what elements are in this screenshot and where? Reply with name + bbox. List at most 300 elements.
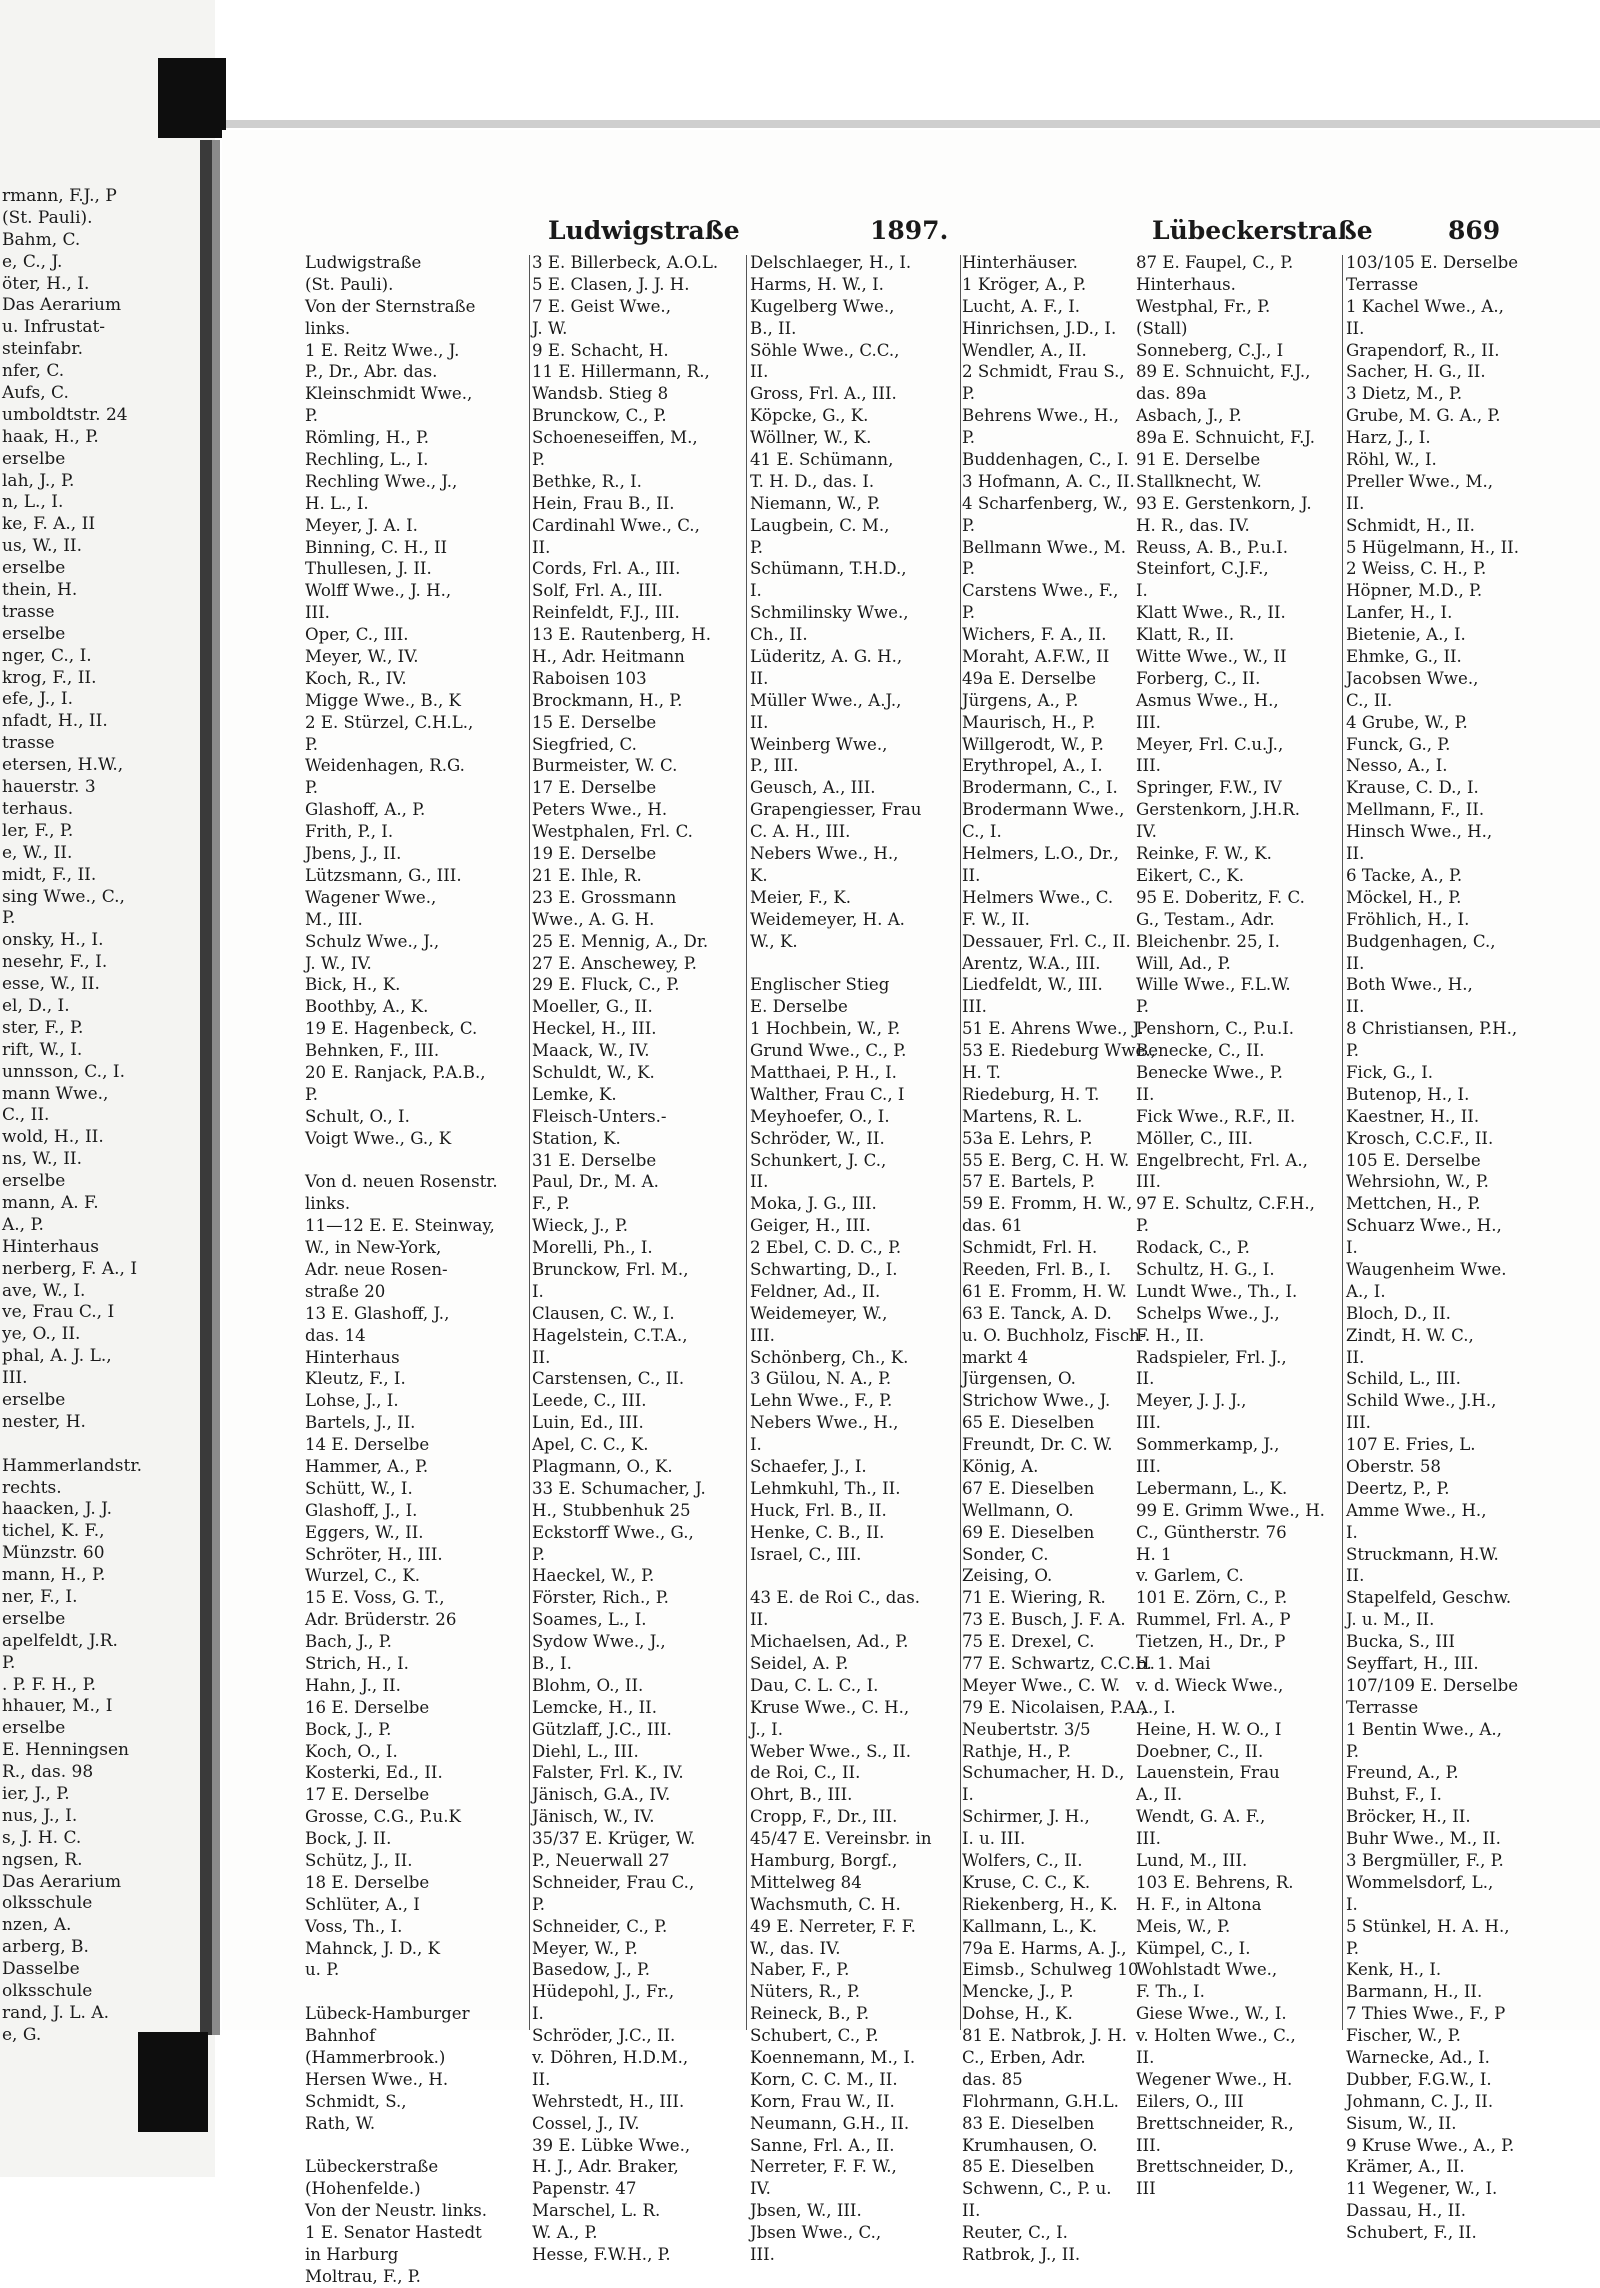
directory-entry: Jacobsen Wwe.,: [1346, 668, 1479, 688]
directory-entry: A., I.: [1136, 1697, 1176, 1717]
directory-entry: steinfabr.: [2, 339, 83, 360]
directory-entry: Ehmke, G., II.: [1346, 647, 1462, 667]
directory-entry: Moeller, G., II.: [532, 997, 653, 1017]
column-divider: [1342, 255, 1343, 2030]
directory-entry: Lanfer, H., I.: [1346, 603, 1453, 623]
directory-entry: Benecke, C., II.: [1136, 1041, 1265, 1061]
directory-entry: Schelps Wwe., J.,: [1136, 1303, 1280, 1323]
directory-entry: Jbens, J., II.: [305, 844, 402, 864]
directory-entry: Münzstr. 60: [2, 1543, 105, 1564]
directory-entry: Ohrt, B., III.: [750, 1785, 853, 1805]
directory-entry: Hinterhaus: [2, 1236, 99, 1257]
directory-entry: 4 Scharfenberg, W.,: [962, 493, 1128, 513]
directory-entry: Schröder, W., II.: [750, 1128, 885, 1148]
directory-entry: haak, H., P.: [2, 426, 99, 447]
directory-entry: Helmers Wwe., C.: [962, 887, 1114, 907]
directory-entry: v. Garlem, C.: [1136, 1566, 1244, 1586]
directory-entry: thein, H.: [2, 580, 78, 601]
directory-entry: Sisum, W., II.: [1346, 2113, 1457, 2133]
directory-entry: 71 E. Wiering, R.: [962, 1588, 1106, 1608]
directory-entry: unnsson, C., I.: [2, 1061, 126, 1082]
directory-entry: 35/37 E. Krüger, W.: [532, 1829, 696, 1849]
directory-entry: Schwarting, D., I.: [750, 1259, 898, 1279]
directory-entry: Kaestner, H., II.: [1346, 1106, 1480, 1126]
directory-entry: Lübeck-Hamburger: [305, 2004, 470, 2024]
directory-entry: Ch., II.: [750, 625, 808, 645]
directory-entry: (Stall): [1136, 318, 1188, 338]
directory-entry: ke, F. A., II: [2, 514, 96, 535]
directory-entry: Meyhoefer, O., I.: [750, 1106, 890, 1126]
directory-entry: 23 E. Grossmann: [532, 887, 677, 907]
directory-entry: Blohm, O., II.: [532, 1675, 644, 1695]
directory-entry: Eimsb., Schulweg 10: [962, 1960, 1139, 1980]
directory-entry: 11—12 E. E. Steinway,: [305, 1216, 495, 1236]
directory-entry: Hinterhaus.: [1136, 274, 1236, 294]
directory-entry: B., II.: [750, 318, 797, 338]
directory-entry: Schlüter, A., I: [305, 1894, 420, 1914]
directory-entry: Clausen, C. W., I.: [532, 1303, 675, 1323]
directory-entry: Michaelsen, Ad., P.: [750, 1632, 909, 1652]
directory-entry: P.: [750, 537, 764, 557]
directory-entry: 1 E. Senator Hastedt: [305, 2223, 482, 2243]
directory-entry: 103 E. Behrens, R.: [1136, 1872, 1294, 1892]
directory-entry: Kosterki, Ed., II.: [305, 1763, 443, 1783]
directory-entry: Zindt, H. W. C.,: [1346, 1325, 1474, 1345]
directory-entry: Wille Wwe., F.L.W.: [1136, 975, 1291, 995]
directory-entry: Freund, A., P.: [1346, 1763, 1459, 1783]
directory-entry: Will, Ad., P.: [1136, 953, 1231, 973]
directory-entry: 3 Gülou, N. A., P.: [750, 1369, 892, 1389]
directory-entry: Wwe., A. G. H.: [532, 909, 655, 929]
directory-entry: v. d. Wieck Wwe.,: [1136, 1675, 1284, 1695]
directory-entry: IV.: [1136, 822, 1157, 842]
directory-entry: nesehr, F., I.: [2, 952, 108, 973]
directory-entry: Behnken, F., III.: [305, 1041, 440, 1061]
directory-entry: Wöllner, W., K.: [750, 428, 872, 448]
directory-entry: terhaus.: [2, 798, 74, 819]
directory-entry: Seyffart, H., III.: [1346, 1654, 1479, 1673]
page-edge: [215, 120, 1600, 128]
directory-entry: rift, W., I.: [2, 1039, 83, 1060]
directory-entry: Mahnck, J. D., K: [305, 1938, 441, 1958]
directory-entry: 97 E. Schultz, C.F.H.,: [1136, 1194, 1315, 1214]
directory-entry: Kallmann, L., K.: [962, 1916, 1097, 1936]
directory-entry: II.: [962, 2201, 981, 2221]
directory-entry: Brodermann, C., I.: [962, 778, 1118, 798]
directory-entry: Ludwigstraße: [305, 253, 422, 272]
directory-entry: Flohrmann, G.H.L.: [962, 2091, 1119, 2111]
directory-entry: [305, 1981, 527, 2003]
directory-entry: Weidenhagen, R.G.: [305, 756, 465, 776]
directory-entry: rmann, F.J., P: [2, 186, 117, 206]
directory-entry: Preller Wwe., M.,: [1346, 471, 1494, 491]
directory-entry: Voigt Wwe., G., K: [305, 1128, 452, 1148]
directory-entry: Bröcker, H., II.: [1346, 1807, 1471, 1827]
directory-entry: 81 E. Natbrok, J. H.: [962, 2026, 1127, 2046]
directory-entry: Fick Wwe., R.F., II.: [1136, 1106, 1296, 1126]
directory-entry: Lützsmann, G., III.: [305, 865, 462, 885]
directory-entry: Feldner, Ad., II.: [750, 1281, 881, 1301]
directory-entry: I. u. III.: [962, 1829, 1026, 1849]
directory-entry: P.: [305, 734, 319, 754]
directory-entry: Bahm, C.: [2, 229, 81, 250]
directory-entry: II.: [532, 537, 551, 557]
directory-entry: Amme Wwe., H.,: [1346, 1500, 1487, 1520]
directory-entry: Westphalen, Frl. C.: [532, 822, 693, 842]
directory-entry: v. Döhren, H.D.M.,: [532, 2048, 689, 2068]
directory-entry: [305, 2135, 527, 2157]
directory-entry: olksschule: [2, 1893, 93, 1914]
directory-entry: krog, F., II.: [2, 667, 97, 688]
directory-entry: I.: [532, 1281, 544, 1301]
directory-entry: 25 E. Mennig, A., Dr.: [532, 931, 709, 951]
directory-entry: erselbe: [2, 1608, 66, 1629]
directory-entry: Witte Wwe., W., II: [1136, 647, 1287, 667]
directory-entry: II.: [1346, 997, 1365, 1017]
directory-entry: 4 Grube, W., P.: [1346, 712, 1468, 732]
directory-entry: Brunckow, C., P.: [532, 406, 667, 426]
book-gutter: [200, 140, 212, 2035]
directory-entry: Wurzel, C., K.: [305, 1566, 421, 1586]
directory-entry: rand, J. L. A.: [2, 2002, 109, 2023]
directory-entry: III.: [750, 2245, 775, 2265]
directory-entry: 103/105 E. Derselbe: [1346, 253, 1519, 272]
scanner-clip-bottom: [138, 2032, 208, 2132]
directory-entry: P., Dr., Abr. das.: [305, 362, 438, 382]
directory-entry: P.: [1346, 1041, 1360, 1061]
directory-entry: 73 E. Busch, J. F. A.: [962, 1610, 1126, 1630]
directory-entry: Grund Wwe., C., P.: [750, 1041, 907, 1061]
directory-entry: Hagelstein, C.T.A.,: [532, 1325, 688, 1345]
directory-entry: Schaefer, J., I.: [750, 1456, 867, 1476]
directory-entry: Barmann, H., II.: [1346, 1982, 1483, 2002]
directory-entry: B., I.: [532, 1654, 572, 1673]
directory-entry: Eilers, O., III: [1136, 2091, 1244, 2111]
directory-entry: b. 1. Mai: [1136, 1654, 1211, 1673]
directory-entry: Nebers Wwe., H.,: [750, 844, 899, 864]
directory-entry: Meyer, Frl. C.u.J.,: [1136, 734, 1284, 754]
directory-entry: E. Derselbe: [750, 997, 848, 1017]
directory-entry: 33 E. Schumacher, J.: [532, 1478, 706, 1498]
directory-entry: Klatt Wwe., R., II.: [1136, 603, 1286, 623]
directory-entry: Riekenberg, H., K.: [962, 1894, 1118, 1914]
directory-entry: Bellmann Wwe., M.: [962, 537, 1127, 557]
directory-entry: Lundt Wwe., Th., I.: [1136, 1281, 1298, 1301]
directory-entry: u. O. Buchholz, Fisch-: [962, 1325, 1146, 1345]
directory-entry: Wegener Wwe., H.: [1136, 2069, 1293, 2089]
directory-entry: 2 E. Stürzel, C.H.L.,: [305, 712, 474, 732]
directory-entry: 19 E. Hagenbeck, C.: [305, 1019, 478, 1039]
directory-entry: markt 4: [962, 1347, 1029, 1367]
directory-entry: Grapengiesser, Frau: [750, 800, 922, 820]
directory-entry: H., Stubbenhuk 25: [532, 1500, 691, 1520]
directory-entry: III.: [1346, 1413, 1371, 1433]
directory-entry: Stapelfeld, Geschw.: [1346, 1588, 1512, 1608]
directory-entry: 49 E. Nerreter, F. F.: [750, 1916, 916, 1936]
directory-entry: 2 Weiss, C. H., P.: [1346, 559, 1487, 579]
directory-entry: Heine, H. W. O., I: [1136, 1719, 1282, 1739]
directory-entry: Wandsb. Stieg 8: [532, 384, 669, 404]
directory-entry: Boothby, A., K.: [305, 997, 429, 1017]
directory-entry: Wehrstedt, H., III.: [532, 2091, 685, 2111]
directory-entry: I.: [1346, 1238, 1358, 1258]
directory-entry: (St. Pauli).: [2, 207, 93, 228]
directory-entry: 75 E. Drexel, C.: [962, 1632, 1095, 1652]
directory-entry: links.: [305, 318, 351, 338]
directory-entry: Schümann, T.H.D.,: [750, 559, 907, 579]
directory-entry: II.: [1346, 1347, 1365, 1367]
directory-entry: Reeden, Frl. B., I.: [962, 1259, 1111, 1279]
directory-entry: Schuldt, W., K.: [532, 1062, 655, 1082]
directory-entry: I.: [750, 1435, 762, 1455]
directory-entry: Carstensen, C., II.: [532, 1369, 685, 1389]
directory-entry: Schuarz Wwe., H.,: [1346, 1216, 1502, 1236]
directory-entry: erselbe: [2, 448, 66, 469]
directory-entry: Von d. neuen Rosenstr.: [305, 1172, 498, 1192]
directory-entry: Hinrichsen, J.D., I.: [962, 318, 1117, 338]
directory-entry: Terrasse: [1346, 274, 1419, 294]
directory-entry: Hamburg, Borgf.,: [750, 1851, 898, 1871]
directory-entry: Benecke Wwe., P.: [1136, 1062, 1283, 1082]
directory-entry: Butenop, H., I.: [1346, 1084, 1470, 1104]
directory-entry: Förster, Rich., P.: [532, 1588, 669, 1608]
directory-entry: Schoeneseiffen, M.,: [532, 428, 698, 448]
directory-entry: nzen, A.: [2, 1915, 72, 1936]
directory-entry: Hinsch Wwe., H.,: [1346, 822, 1493, 842]
directory-entry: Peters Wwe., H.: [532, 800, 668, 820]
directory-entry: P., Neuerwall 27: [532, 1851, 670, 1871]
column-divider: [746, 255, 747, 2030]
directory-entry: Martens, R. L.: [962, 1106, 1083, 1126]
directory-entry: ngsen, R.: [2, 1849, 83, 1870]
directory-entry: III.: [305, 603, 330, 623]
directory-entry: apelfeldt, J.R.: [2, 1630, 118, 1651]
directory-entry: 9 E. Schacht, H.: [532, 340, 669, 360]
directory-entry: Station, K.: [532, 1128, 621, 1148]
directory-entry: Asmus Wwe., H.,: [1136, 690, 1279, 710]
directory-entry: Nesso, A., I.: [1346, 756, 1448, 776]
directory-entry: Schubert, C., P.: [750, 2026, 879, 2046]
directory-entry: W., in New-York,: [305, 1238, 442, 1258]
directory-entry: Diehl, L., III.: [532, 1741, 639, 1761]
directory-entry: König, A.: [962, 1456, 1039, 1476]
directory-entry: 7 E. Geist Wwe.,: [532, 296, 671, 316]
directory-entry: Grosse, C.G., P.u.K: [305, 1807, 461, 1827]
directory-entry: Köpcke, G., K.: [750, 406, 869, 426]
directory-entry: Englischer Stieg: [750, 975, 890, 995]
directory-entry: lah, J., P.: [2, 470, 75, 491]
header-year: 1897.: [870, 216, 949, 245]
directory-entry: Höpner, M.D., P.: [1346, 581, 1483, 601]
directory-entry: Schütz, J., II.: [305, 1851, 413, 1871]
directory-entry: Cardinahl Wwe., C.,: [532, 515, 700, 535]
directory-entry: Schwenn, C., P. u.: [962, 2179, 1112, 2199]
directory-entry: C., II.: [1346, 690, 1393, 710]
directory-entry: Jürgensen, O.: [962, 1369, 1076, 1389]
directory-entry: in Harburg: [305, 2245, 399, 2265]
directory-entry: Cossel, J., IV.: [532, 2113, 640, 2133]
directory-entry: T. H. D., das. I.: [750, 471, 875, 491]
directory-entry: Bucka, S., III: [1346, 1632, 1455, 1652]
directory-entry: Solf, Frl. A., III.: [532, 581, 663, 601]
directory-entry: 107/109 E. Derselbe: [1346, 1675, 1519, 1695]
directory-entry: III.: [1136, 1829, 1161, 1849]
directory-entry: Glashoff, J., I.: [305, 1500, 418, 1520]
directory-entry: Oper, C., III.: [305, 625, 409, 645]
directory-entry: Mettchen, H., P.: [1346, 1194, 1481, 1214]
directory-entry: erselbe: [2, 1389, 66, 1410]
directory-entry: Müller Wwe., A.J.,: [750, 690, 902, 710]
directory-entry: 55 E. Berg, C. H. W.: [962, 1150, 1130, 1170]
directory-entry: II.: [1346, 493, 1365, 513]
directory-entry: Luin, Ed., III.: [532, 1413, 644, 1433]
directory-entry: 53a E. Lehrs, P.: [962, 1128, 1093, 1148]
directory-entry: 21 E. Ihle, R.: [532, 865, 642, 885]
directory-entry: II.: [532, 1347, 551, 1367]
directory-entry: Reuter, C., I.: [962, 2223, 1068, 2243]
directory-entry: P.: [962, 559, 976, 579]
directory-entry: Grapendorf, R., II.: [1346, 340, 1500, 360]
directory-entry: 13 E. Glashoff, J.,: [305, 1303, 450, 1323]
directory-entry: Eggers, W., II.: [305, 1522, 424, 1542]
directory-entry: Röhl, W., I.: [1346, 450, 1437, 470]
directory-entry: W. A., P.: [532, 2223, 598, 2243]
directory-entry: s, J. H. C.: [2, 1827, 82, 1848]
directory-entry: 2 Schmidt, Frau S.,: [962, 362, 1125, 382]
directory-entry: 85 E. Dieselben: [962, 2157, 1095, 2177]
directory-entry: Lüderitz, A. G. H.,: [750, 647, 903, 667]
directory-entry: Brunckow, Frl. M.,: [532, 1259, 689, 1279]
directory-entry: das. 14: [305, 1325, 366, 1345]
header-left-street: Ludwigstraße: [548, 216, 740, 245]
directory-entry: P.: [962, 515, 976, 535]
directory-entry: 3 Bergmüller, F., P.: [1346, 1851, 1504, 1871]
directory-entry: 1 E. Reitz Wwe., J.: [305, 340, 460, 360]
directory-entry: Wichers, F. A., II.: [962, 625, 1107, 645]
directory-entry: J. W.: [532, 318, 568, 338]
directory-entry: Thullesen, J. II.: [305, 559, 432, 579]
directory-entry: Israel, C., III.: [750, 1544, 862, 1564]
directory-entry: 61 E. Fromm, H. W.: [962, 1281, 1127, 1301]
directory-entry: 1 Kröger, A., P.: [962, 274, 1087, 294]
directory-entry: H., Adr. Heitmann: [532, 647, 685, 667]
directory-entry: Bethke, R., I.: [532, 471, 642, 491]
directory-entry: Deertz, P., P.: [1346, 1478, 1450, 1498]
directory-entry: arberg, B.: [2, 1937, 89, 1958]
directory-entry: 31 E. Derselbe: [532, 1150, 657, 1170]
directory-entry: Eikert, C., K.: [1136, 865, 1245, 885]
directory-entry: u. Infrustat-: [2, 317, 106, 338]
directory-entry: Helmers, L.O., Dr.,: [962, 844, 1119, 864]
directory-entry: Korn, C. C. M., II.: [750, 2069, 898, 2089]
directory-entry: olksschule: [2, 1981, 93, 2002]
directory-entry: Brockmann, H., P.: [532, 690, 683, 710]
directory-entry: 79a E. Harms, A. J.,: [962, 1938, 1127, 1958]
directory-entry: Bloch, D., II.: [1346, 1303, 1451, 1323]
directory-entry: Morelli, Ph., I.: [532, 1238, 653, 1258]
directory-entry: Reinfeldt, F.J., III.: [532, 603, 680, 623]
directory-entry: Naber, F., P.: [750, 1960, 850, 1980]
directory-entry: Klatt, R., II.: [1136, 625, 1235, 645]
directory-entry: III.: [1136, 1413, 1161, 1433]
directory-entry: II.: [750, 668, 769, 688]
directory-entry: E. Henningsen: [2, 1740, 130, 1761]
directory-entry: 5 Hügelmann, H., II.: [1346, 537, 1519, 557]
directory-entry: 79 E. Nicolaisen, P.A.,: [962, 1697, 1146, 1717]
directory-entry: P.: [962, 384, 976, 404]
directory-entry: Buhr Wwe., M., II.: [1346, 1829, 1501, 1849]
directory-entry: Kümpel, C., I.: [1136, 1938, 1251, 1958]
directory-entry: . P. F. H., P.: [2, 1674, 96, 1695]
directory-entry: Kruse, C. C., K.: [962, 1872, 1091, 1892]
directory-entry: Siegfried, C.: [532, 734, 637, 754]
directory-entry: 16 E. Derselbe: [305, 1697, 430, 1717]
directory-entry: Krämer, A., II.: [1346, 2157, 1465, 2177]
directory-column-6: [1346, 252, 1556, 2244]
directory-entry: tichel, K. F.,: [2, 1521, 105, 1542]
directory-entry: das. 85: [962, 2069, 1023, 2089]
directory-entry: 19 E. Derselbe: [532, 844, 657, 864]
directory-entry: Meier, F., K.: [750, 887, 852, 907]
directory-entry: 1 Kachel Wwe., A.,: [1346, 296, 1504, 316]
directory-entry: Plagmann, O., K.: [532, 1456, 673, 1476]
directory-entry: Behrens Wwe., H.,: [962, 406, 1119, 426]
directory-entry: Riedeburg, H. T.: [962, 1084, 1100, 1104]
directory-entry: III.: [750, 1325, 775, 1345]
directory-entry: Sydow Wwe., J.,: [532, 1632, 666, 1652]
directory-entry: Nüters, R., P.: [750, 1982, 861, 2002]
directory-entry: 83 E. Dieselben: [962, 2113, 1095, 2133]
directory-entry: Reineck, B., P.: [750, 2004, 870, 2024]
directory-entry: R., das. 98: [2, 1762, 94, 1783]
directory-entry: Lemke, K.: [532, 1084, 617, 1104]
directory-entry: [750, 953, 958, 975]
directory-entry: Aufs, C.: [2, 383, 69, 404]
directory-entry: Apel, C. C., K.: [532, 1435, 649, 1455]
directory-entry: Das Aerarium: [2, 1871, 122, 1892]
directory-entry: 77 E. Schwartz, C.C.H.: [962, 1654, 1155, 1673]
directory-entry: onsky, H., I.: [2, 930, 104, 951]
directory-entry: Radspieler, Frl. J.,: [1136, 1347, 1287, 1367]
directory-entry: Seidel, A. P.: [750, 1654, 849, 1673]
directory-entry: 6 Tacke, A., P.: [1346, 865, 1463, 885]
directory-entry: I.: [962, 1785, 974, 1805]
directory-entry: ier, J., P.: [2, 1784, 70, 1805]
directory-entry: Hahn, J., II.: [305, 1675, 401, 1695]
directory-entry: A., II.: [1136, 1785, 1183, 1805]
directory-entry: C., I.: [962, 822, 1002, 842]
directory-entry: Engelbrecht, Frl. A.,: [1136, 1150, 1308, 1170]
directory-entry: umboldtstr. 24: [2, 404, 128, 425]
directory-entry: Sanne, Frl. A., II.: [750, 2135, 895, 2155]
directory-entry: Forberg, C., II.: [1136, 668, 1261, 688]
directory-entry: P.: [2, 908, 16, 929]
directory-entry: Weber Wwe., S., II.: [750, 1741, 912, 1761]
directory-entry: öter, H., I.: [2, 273, 90, 294]
directory-entry: Geiger, H., III.: [750, 1216, 871, 1236]
directory-entry: III.: [1136, 756, 1161, 776]
directory-entry: Bietenie, A., I.: [1346, 625, 1466, 645]
directory-entry: Lebermann, L., K.: [1136, 1478, 1288, 1498]
directory-entry: Krause, C. D., I.: [1346, 778, 1479, 798]
directory-entry: Schröder, J.C., II.: [532, 2026, 676, 2046]
directory-entry: Adr. Brüderstr. 26: [305, 1610, 457, 1630]
directory-entry: Hüdepohl, J., Fr.,: [532, 1982, 675, 2002]
directory-entry: II.: [1346, 1566, 1365, 1586]
directory-entry: Rummel, Frl. A., P: [1136, 1610, 1291, 1630]
directory-entry: Zeising, O.: [962, 1566, 1053, 1586]
directory-entry: Dessauer, Frl. C., II.: [962, 931, 1131, 951]
